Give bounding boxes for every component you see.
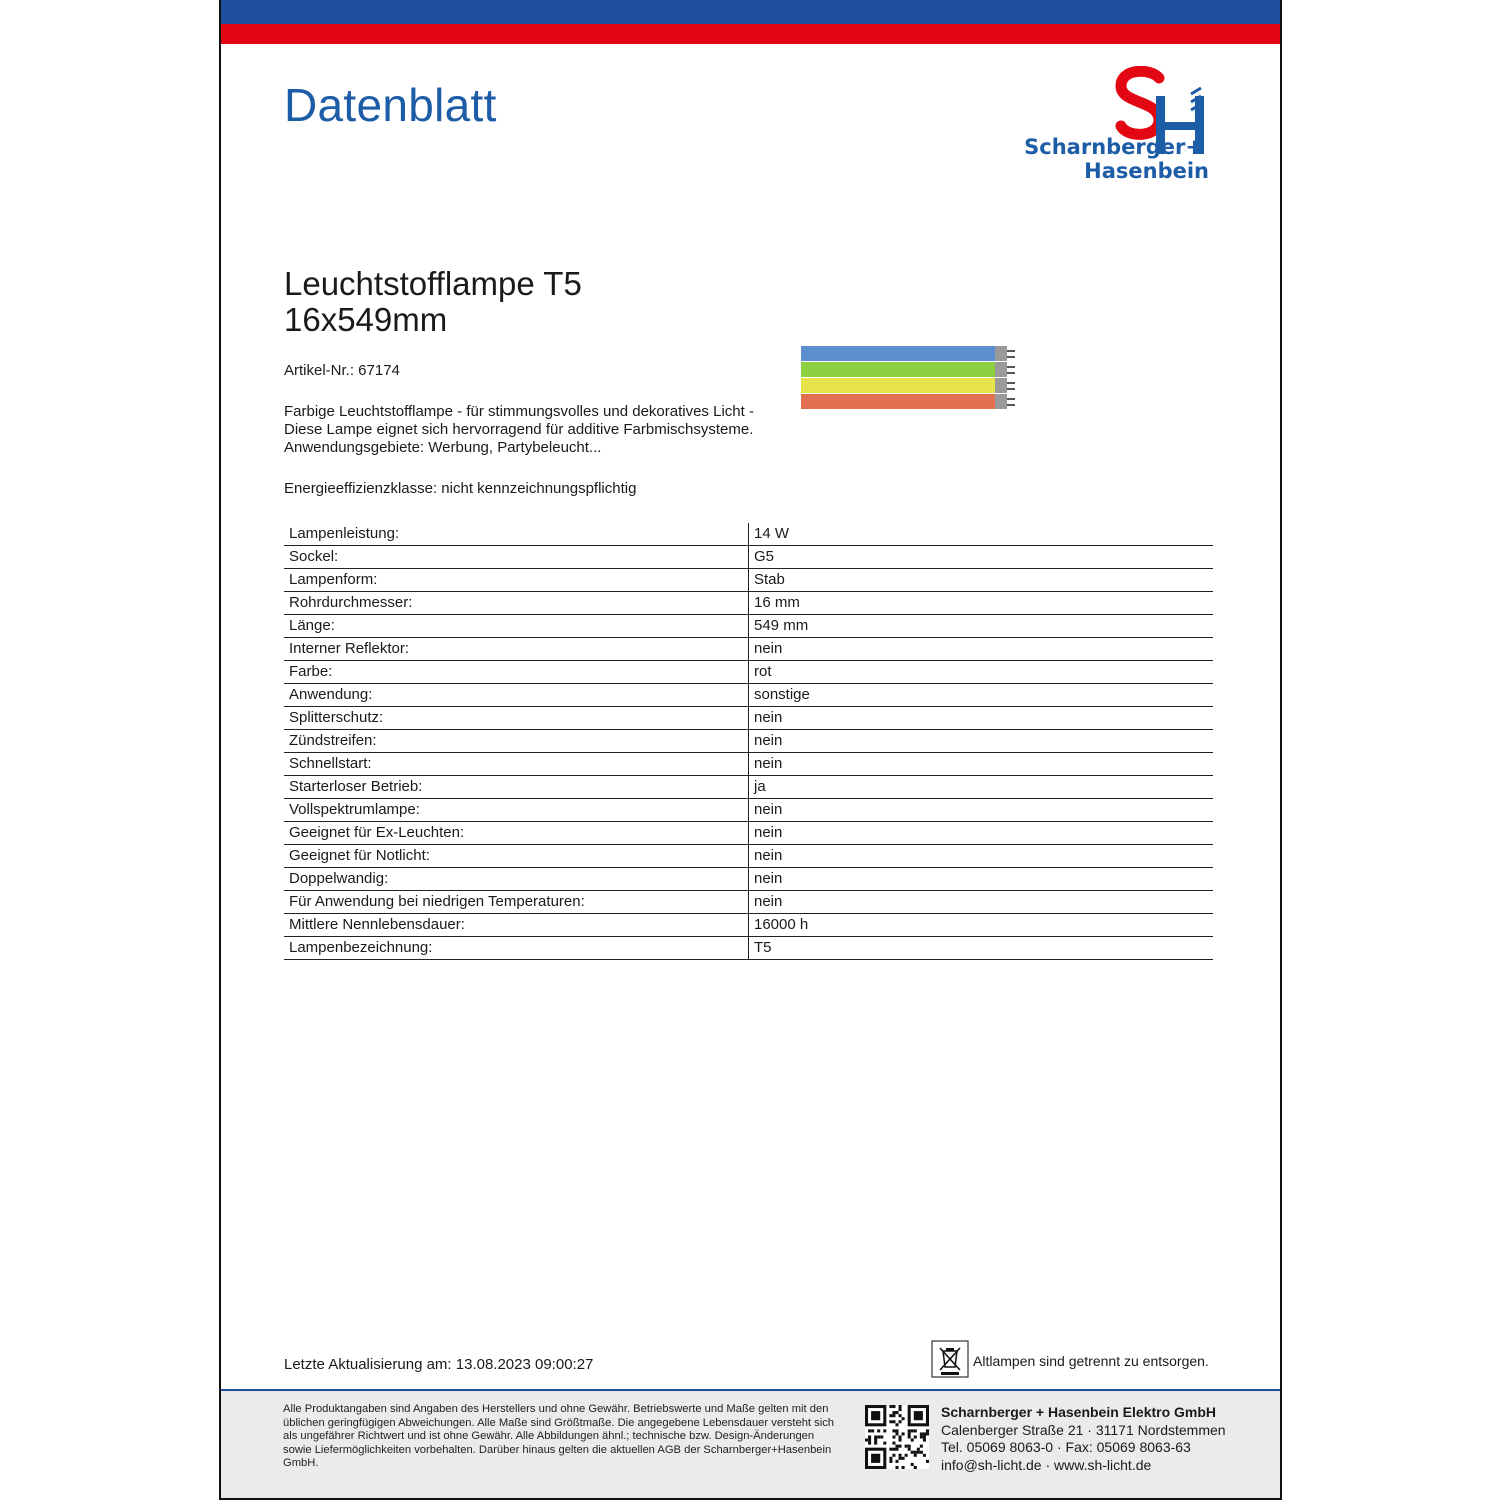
spec-row [284, 845, 1213, 868]
lamp-pin [1007, 404, 1015, 406]
spec-label: Zündstreifen: [284, 730, 749, 753]
spec-label: Sockel: [284, 546, 749, 569]
article-number: Artikel-Nr.: 67174 [284, 362, 400, 379]
spec-value: G5 [749, 546, 1214, 569]
spec-value: nein [749, 845, 1214, 868]
spec-label: Farbe: [284, 661, 749, 684]
spec-label: Geeignet für Notlicht: [284, 845, 749, 868]
product-description: Farbige Leuchtstofflampe - für stimmungsvolles und dekoratives Licht - Diese Lampe eignet sich hervorragend für additive Farbmischsysteme. Anwendungsgebiete: Werbung, Partybeleucht... [284, 403, 754, 456]
lamp-tube [801, 362, 997, 377]
lamp-pin [1007, 382, 1015, 384]
spec-row [284, 684, 1213, 707]
spec-row [284, 776, 1213, 799]
spec-label: Lampenform: [284, 569, 749, 592]
spec-label: Für Anwendung bei niedrigen Temperaturen: [284, 891, 749, 914]
spec-label: Vollspektrumlampe: [284, 799, 749, 822]
last-updated: Letzte Aktualisierung am: 13.08.2023 09:00:27 [284, 1356, 594, 1373]
spec-value: nein [749, 707, 1214, 730]
spec-value: nein [749, 822, 1214, 845]
product-title-line1: Leuchtstofflampe T5 [284, 265, 582, 302]
logo-text-line1: Scharnberger+ [1024, 135, 1203, 159]
disposal-note: Altlampen sind getrennt zu entsorgen. [973, 1353, 1209, 1369]
spec-table [284, 523, 1213, 960]
page-title: Datenblatt [284, 79, 497, 131]
lamp-pin [1007, 350, 1015, 352]
spec-row [284, 891, 1213, 914]
spec-label: Mittlere Nennlebensdauer: [284, 914, 749, 937]
spec-row [284, 937, 1213, 960]
spec-row [284, 638, 1213, 661]
spec-label: Schnellstart: [284, 753, 749, 776]
spec-row [284, 868, 1213, 891]
lamp-tube [801, 346, 997, 361]
spec-label: Lampenleistung: [284, 523, 749, 546]
spec-row [284, 546, 1213, 569]
logo-text-line2: Hasenbein [1084, 159, 1209, 183]
company-name: Scharnberger + Hasenbein Elektro GmbH [941, 1404, 1217, 1420]
spec-value: 549 mm [749, 615, 1214, 638]
spec-row [284, 914, 1213, 937]
datasheet-page [219, 0, 1282, 1500]
spec-value: 16 mm [749, 592, 1214, 615]
lamp-tube [801, 394, 997, 409]
header-blue-bar [221, 0, 1280, 24]
energy-class: Energieeffizienzklasse: nicht kennzeichnungspflichtig [284, 480, 637, 497]
spec-value: nein [749, 638, 1214, 661]
spec-value: ja [749, 776, 1214, 799]
spec-label: Doppelwandig: [284, 868, 749, 891]
lamp-pin [1007, 356, 1015, 358]
product-image [801, 344, 1027, 414]
spec-label: Starterloser Betrieb: [284, 776, 749, 799]
spec-value: nein [749, 753, 1214, 776]
company-street: Calenberger Straße 21 · 31171 Nordstemmen [941, 1421, 1226, 1438]
spec-label: Länge: [284, 615, 749, 638]
spec-value: nein [749, 891, 1214, 914]
spec-label: Interner Reflektor: [284, 638, 749, 661]
footer [221, 1389, 1280, 1500]
lamp-pin [1007, 366, 1015, 368]
lamp-pin [1007, 398, 1015, 400]
spec-value: nein [749, 730, 1214, 753]
spec-value: nein [749, 868, 1214, 891]
spec-value: rot [749, 661, 1214, 684]
spec-row [284, 615, 1213, 638]
spec-value: 14 W [749, 523, 1214, 546]
company-logo [981, 66, 1221, 186]
spec-row [284, 707, 1213, 730]
product-title-line2: 16x549mm [284, 301, 448, 338]
spec-label: Geeignet für Ex-Leuchten: [284, 822, 749, 845]
spec-row [284, 799, 1213, 822]
company-address [941, 1404, 1226, 1474]
lamp-cap [995, 362, 1007, 377]
weee-bin-icon [931, 1340, 969, 1378]
product-title [284, 266, 582, 338]
spec-label: Lampenbezeichnung: [284, 937, 749, 960]
company-web: info@sh-licht.de · www.sh-licht.de [941, 1456, 1152, 1473]
lamp-tube [801, 378, 997, 393]
header-red-bar [221, 24, 1280, 44]
qr-code-icon [865, 1405, 929, 1469]
spec-value: nein [749, 799, 1214, 822]
spec-row [284, 822, 1213, 845]
lamp-pin [1007, 372, 1015, 374]
spec-row [284, 569, 1213, 592]
lamp-cap [995, 346, 1007, 361]
company-phone: Tel. 05069 8063-0 · Fax: 05069 8063-63 [941, 1439, 1191, 1455]
lamp-pin [1007, 388, 1015, 390]
disclaimer-text: Alle Produktangaben sind Angaben des Herstellers und ohne Gewähr. Betriebswerte und Maße gelten mit den üblichen geringfügigen Abweichungen. Alle Maße sind Größtmaße. Die angegebene Lebensdauer versteht sich als ungefährer Richtwert und ist ohne Gewähr. Alle Abbildungen ähnl.; technische bzw. Design-Änderungen sowie Liefermöglichkeiten vorbehalten. Darüber hinaus gelten die aktuellen AGB der Scharnberger+Hasenbein GmbH. [283, 1403, 835, 1469]
spec-row [284, 523, 1213, 546]
spec-value: 16000 h [749, 914, 1214, 937]
spec-value: T5 [749, 937, 1214, 960]
spec-value: Stab [749, 569, 1214, 592]
spec-row [284, 730, 1213, 753]
spec-row [284, 753, 1213, 776]
spec-label: Anwendung: [284, 684, 749, 707]
lamp-cap [995, 394, 1007, 409]
spec-label: Splitterschutz: [284, 707, 749, 730]
spec-value: sonstige [749, 684, 1214, 707]
spec-label: Rohrdurchmesser: [284, 592, 749, 615]
spec-row [284, 661, 1213, 684]
lamp-cap [995, 378, 1007, 393]
spec-row [284, 592, 1213, 615]
